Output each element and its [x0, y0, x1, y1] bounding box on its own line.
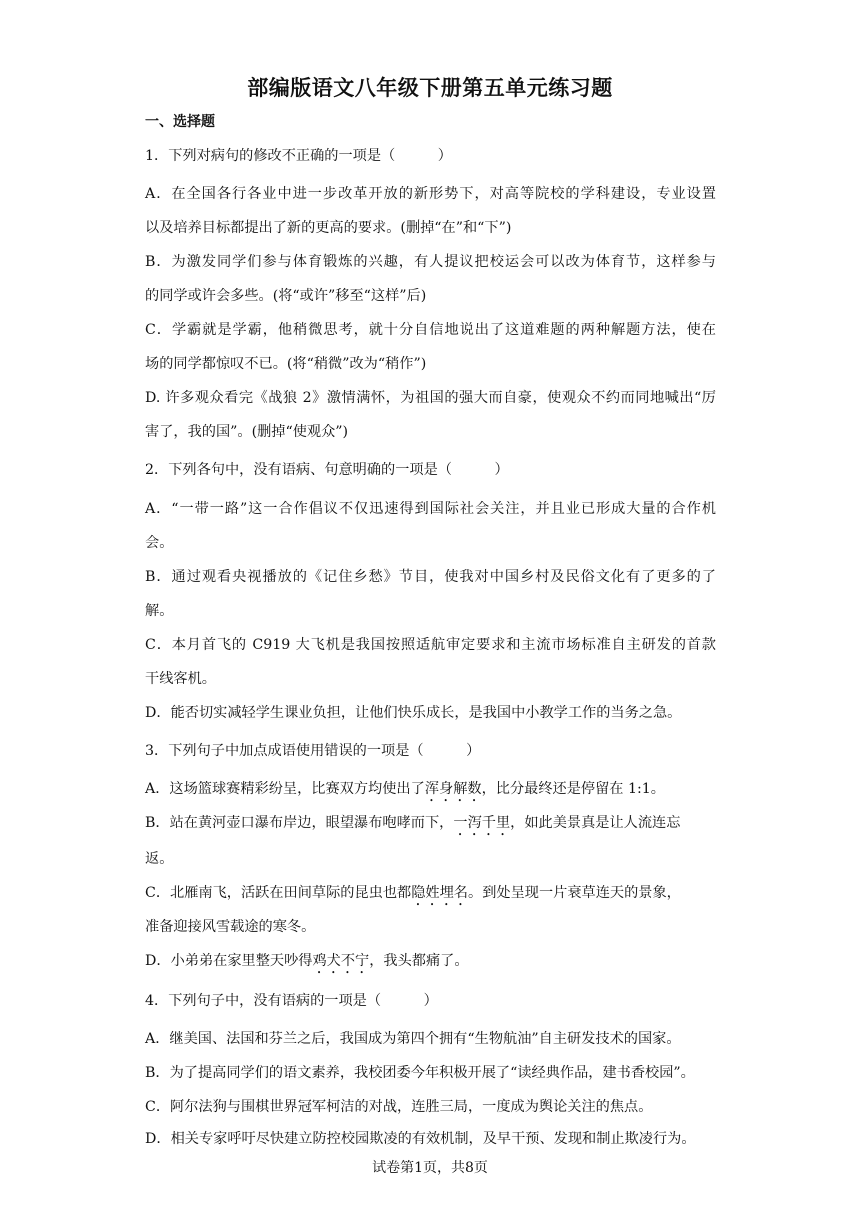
question-3-option-b-text: B．站在黄河壶口瀑布岸边，眼望瀑布咆哮而下，: [145, 815, 454, 831]
question-3-option-c-cont: 准备迎接风雪载途的寒冬。: [145, 919, 316, 935]
question-3-option-b: [145, 812, 680, 839]
question-3-stem: 3．下列句子中加点成语使用错误的一项是（ ）: [145, 743, 481, 759]
question-3-option-c: [145, 882, 681, 909]
question-3-option-d: [145, 950, 469, 977]
dotted-idiom: 隐姓埋名: [411, 885, 468, 901]
question-1-option-a-cont: 以及培养目标都提出了新的更高的要求。(删掉“在”和“下”): [145, 220, 512, 236]
section-heading: 一、选择题: [145, 114, 215, 130]
question-4-option-c: C．阿尔法狗与围棋世界冠军柯洁的对战，连胜三局，一度成为舆论关注的焦点。: [145, 1099, 653, 1115]
dotted-idiom: 一泻千里: [453, 815, 511, 831]
question-4-stem: 4．下列句子中，没有语病的一项是（ ）: [145, 993, 438, 1009]
question-2-option-a: A．“一带一路”这一合作倡议不仅迅速得到国际社会关注，并且业已形成大量的合作机: [145, 501, 716, 517]
page-footer: 试卷第1页，共8页: [372, 1160, 488, 1176]
question-2-option-c-cont: 干线客机。: [145, 671, 216, 687]
page-title: 部编版语文八年级下册第五单元练习题: [247, 76, 613, 100]
question-1-option-d-cont: 害了，我的国”。(删掉“使观众”): [145, 424, 349, 440]
dotted-idiom: 浑身解数: [424, 781, 482, 797]
question-2-stem: 2．下列各句中，没有语病、句意明确的一项是（ ）: [145, 462, 509, 478]
question-3-option-a-text-end: ，比分最终还是停留在 1:1。: [481, 781, 665, 797]
question-3-option-c-text-end: 。到处呈现一片衰草连天的景象，: [468, 885, 681, 901]
question-1-option-c: C．学霸就是学霸，他稍微思考，就十分自信地说出了这道难题的两种解题方法，使在: [145, 322, 716, 338]
question-4-option-a: A．继美国、法国和芬兰之后，我国成为第四个拥有“生物航油”自主研发技术的国家。: [145, 1031, 681, 1047]
question-1-option-b-cont: 的同学或许会多些。(将“或许”移至“这样”后): [145, 288, 427, 304]
question-3-option-b-cont: 返。: [145, 851, 174, 867]
question-3-option-d-text: D．小弟弟在家里整天吵得: [145, 953, 313, 969]
question-4-option-b: B．为了提高同学们的语文素养，我校团委今年积极开展了“读经典作品，建书香校园”。: [145, 1065, 695, 1081]
question-2-option-c: C．本月首飞的 C919 大飞机是我国按照适航审定要求和主流市场标准自主研发的首款: [145, 637, 716, 653]
question-3-option-d-text-end: ，我头都痛了。: [369, 953, 469, 969]
question-2-option-b: B．通过观看央视播放的《记住乡愁》节目，使我对中国乡村及民俗文化有了更多的了: [145, 569, 716, 585]
question-3-option-b-text-end: ，如此美景真是让人流连忘: [510, 815, 681, 831]
question-1-option-b: B．为激发同学们参与体育锻炼的兴趣，有人提议把校运会可以改为体育节，这样参与: [145, 254, 716, 270]
question-1-option-a: A．在全国各行各业中进一步改革开放的新形势下，对高等院校的学科建设，专业设置: [145, 186, 716, 202]
question-3-option-a-text: A．这场篮球赛精彩纷呈，比赛双方均使出了: [145, 781, 425, 797]
question-1-stem: 1．下列对病句的修改不正确的一项是（ ）: [145, 148, 452, 164]
dotted-idiom: 鸡犬不宁: [312, 953, 370, 969]
question-3-option-a: [145, 778, 665, 805]
question-1-option-d: D. 许多观众看完《战狼 2》激情满怀，为祖国的强大而自豪，使观众不约而同地喊出“厉: [145, 390, 716, 406]
question-2-option-d: D．能否切实减轻学生课业负担，让他们快乐成长，是我国中小教学工作的当务之急。: [145, 705, 682, 721]
question-3-option-c-text: C．北雁南飞，活跃在田间草际的昆虫也都: [145, 885, 412, 901]
question-2-option-b-cont: 解。: [145, 603, 174, 619]
question-4-option-d: D．相关专家呼吁尽快建立防控校园欺凌的有效机制，及早干预、发现和制止欺凌行为。: [145, 1131, 696, 1147]
question-1-option-c-cont: 场的同学都惊叹不已。(将“稍微”改为“稍作”): [145, 356, 427, 372]
question-2-option-a-cont: 会。: [145, 535, 174, 551]
